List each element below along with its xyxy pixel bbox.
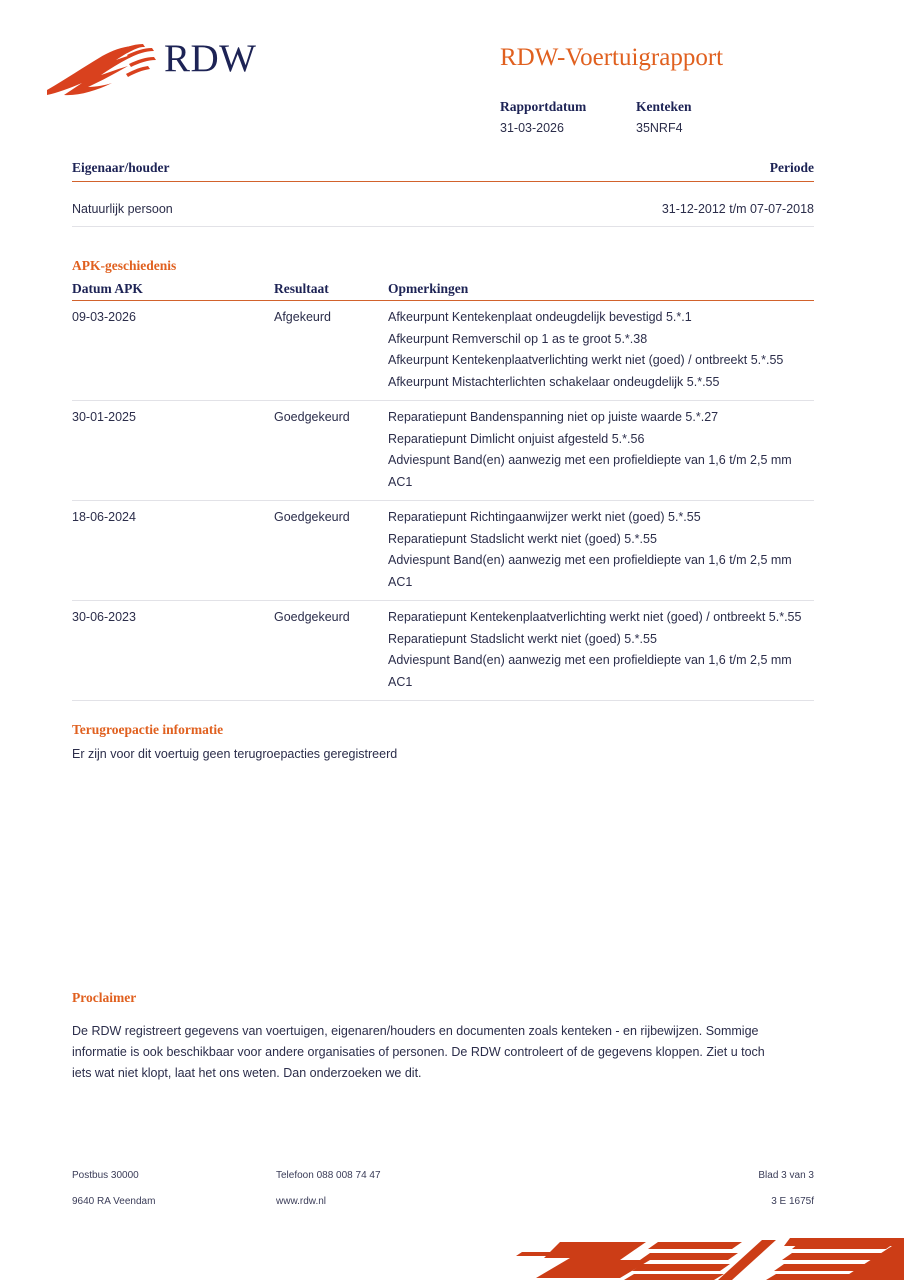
footer-address-line2: 9640 RA Veendam <box>72 1196 156 1207</box>
remark-item: Adviespunt Band(en) aanwezig met een profieldiepte van 1,6 t/m 2,5 mm AC1 <box>388 553 792 589</box>
owner-section <box>72 160 814 227</box>
table-row <box>72 401 814 501</box>
remark-item: Reparatiepunt Stadslicht werkt niet (goed) 5.*.55 <box>388 531 657 546</box>
cell-result: Goedgekeurd <box>274 410 350 424</box>
footer-page-number: Blad 3 van 3 <box>758 1170 814 1181</box>
cell-remarks <box>388 507 808 593</box>
remark-item: Reparatiepunt Dimlicht onjuist afgesteld 5.*.56 <box>388 431 645 446</box>
report-date-value: 31-03-2026 <box>500 121 564 135</box>
remark-item: Afkeurpunt Mistachterlichten schakelaar ondeugdelijk 5.*.55 <box>388 374 720 389</box>
apk-history-section <box>72 258 814 701</box>
footer-row-1 <box>72 1170 814 1196</box>
apk-table-header <box>72 281 814 300</box>
page-footer <box>72 1170 814 1222</box>
remark-item: Afkeurpunt Remverschil op 1 as te groot 5.*.38 <box>388 331 648 346</box>
remark-item: Afkeurpunt Kentekenplaat ondeugdelijk bevestigd 5.*.1 <box>388 310 692 324</box>
cell-remarks <box>388 407 808 493</box>
cell-date: 18-06-2024 <box>72 510 136 524</box>
cell-remarks <box>388 607 808 693</box>
owner-value: Natuurlijk persoon <box>72 202 173 216</box>
license-plate-value: 35NRF4 <box>636 121 683 135</box>
cell-date: 30-06-2023 <box>72 610 136 624</box>
rdw-wordmark: RDW <box>164 37 257 80</box>
owner-row-divider <box>72 226 814 227</box>
recall-section <box>72 722 814 763</box>
table-row <box>72 601 814 701</box>
recall-heading: Terugroepactie informatie <box>72 722 224 737</box>
disclaimer-section <box>72 990 814 1084</box>
license-plate-block <box>636 98 692 138</box>
recall-text: Er zijn voor dit voertuig geen terugroepacties geregistreerd <box>72 747 398 761</box>
footer-form-code: 3 E 1675f <box>771 1196 814 1207</box>
cell-date: 30-01-2025 <box>72 410 136 424</box>
owner-row <box>72 182 814 226</box>
footer-row-2 <box>72 1196 814 1222</box>
cell-remarks <box>388 307 808 393</box>
apk-history-caption: APK-geschiedenis <box>72 258 177 273</box>
license-plate-label: Kenteken <box>636 99 692 114</box>
rdw-logo <box>44 30 304 110</box>
remark-item: Reparatiepunt Kentekenplaatverlichting werkt niet (goed) / ontbreekt 5.*.55 <box>388 610 802 624</box>
table-row <box>72 501 814 601</box>
cell-date: 09-03-2026 <box>72 310 136 324</box>
report-date-label: Rapportdatum <box>500 99 587 114</box>
cell-result: Goedgekeurd <box>274 510 350 524</box>
cell-result: Afgekeurd <box>274 310 331 324</box>
column-header-date: Datum APK <box>72 281 143 296</box>
remark-item: Adviespunt Band(en) aanwezig met een profieldiepte van 1,6 t/m 2,5 mm AC1 <box>388 653 792 689</box>
apk-table-body <box>72 301 814 701</box>
footer-phone: Telefoon 088 008 74 47 <box>276 1170 381 1181</box>
page-title: RDW-Voertuigrapport <box>500 44 724 71</box>
remark-item: Reparatiepunt Stadslicht werkt niet (goed) 5.*.55 <box>388 631 657 646</box>
column-header-remarks: Opmerkingen <box>388 281 469 296</box>
remark-item: Reparatiepunt Bandenspanning niet op juiste waarde 5.*.27 <box>388 410 719 424</box>
column-header-result: Resultaat <box>274 281 329 296</box>
period-heading: Periode <box>769 160 814 175</box>
disclaimer-text: De RDW registreert gegevens van voertuigen, eigenaren/houders en documenten zoals kenteken - en rijbewijzen. Sommige informatie is ook beschikbaar voor andere organisaties of personen. De RDW controleert of de gegevens kloppen. Ziet u toch iets wat niet klopt, laat het ons weten. Dan onderzoeken we dit. <box>72 1024 765 1080</box>
remark-item: Afkeurpunt Kentekenplaatverlichting werkt niet (goed) / ontbreekt 5.*.55 <box>388 353 784 367</box>
rdw-speedlines-decoration <box>500 1232 904 1280</box>
footer-website[interactable]: www.rdw.nl <box>276 1196 327 1207</box>
owner-heading: Eigenaar/houder <box>72 160 170 175</box>
rdw-feather-icon <box>44 38 166 104</box>
footer-address-line1: Postbus 30000 <box>72 1170 139 1181</box>
period-value: 31-12-2012 t/m 07-07-2018 <box>661 202 814 216</box>
disclaimer-heading: Proclaimer <box>72 990 137 1005</box>
owner-section-headers <box>72 160 814 181</box>
table-row <box>72 301 814 401</box>
report-meta <box>500 98 840 138</box>
remark-item: Adviespunt Band(en) aanwezig met een profieldiepte van 1,6 t/m 2,5 mm AC1 <box>388 453 792 489</box>
remark-item: Reparatiepunt Richtingaanwijzer werkt niet (goed) 5.*.55 <box>388 510 701 524</box>
report-date-block <box>500 98 636 138</box>
cell-result: Goedgekeurd <box>274 610 350 624</box>
